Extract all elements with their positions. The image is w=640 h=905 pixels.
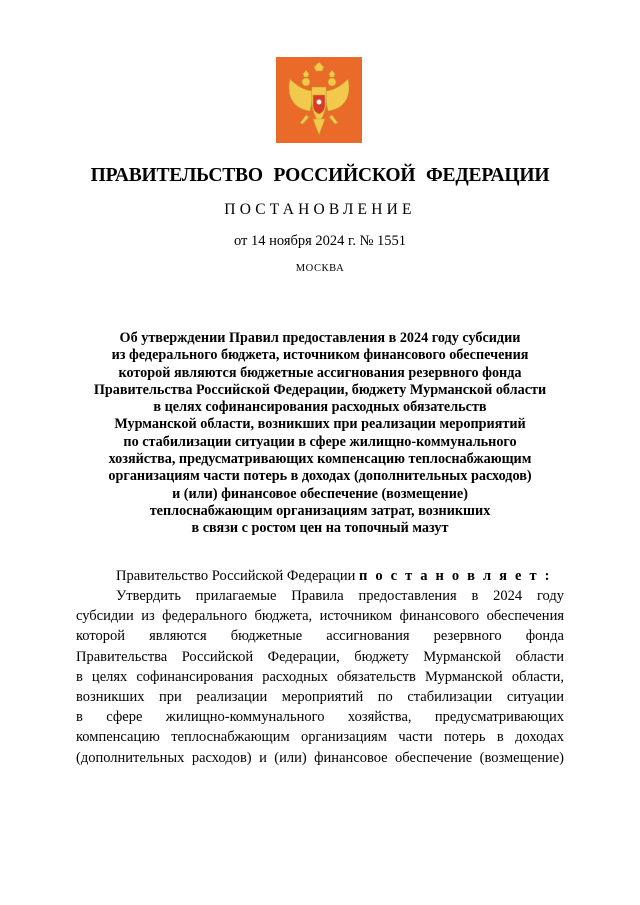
document-date-number: от 14 ноября 2024 г. № 1551 xyxy=(233,233,407,249)
double-headed-eagle-icon xyxy=(276,57,362,143)
body-line: Правительства Российской Федерации, бюджету Мурманской области xyxy=(76,648,564,665)
title-line: в целях софинансирования расходных обязательств xyxy=(153,399,487,416)
title-line: Об утверждении Правил предоставления в 2024 году субсидии xyxy=(119,330,521,346)
preamble-lead: Правительство Российской Федерации xyxy=(116,568,356,584)
title-line: в связи с ростом цен на топочный мазут xyxy=(191,520,449,537)
title-line: хозяйства, предусматривающих компенсацию теплоснабжающим xyxy=(108,451,532,468)
body-line: возникших при реализации мероприятий по стабилизации ситуации xyxy=(76,689,564,706)
title-line: организациям части потерь в доходах (дополнительных расходов) xyxy=(108,468,532,485)
body-line: Утвердить прилагаемые Правила предоставления в 2024 году xyxy=(116,588,564,604)
title-line: по стабилизации ситуации в сфере жилищно-коммунального xyxy=(123,433,517,450)
title-line: Правительства Российской Федерации, бюджету Мурманской области xyxy=(93,381,547,398)
title-line: которой являются бюджетные ассигнования резервного фонда xyxy=(118,364,522,381)
body-paragraph xyxy=(76,586,564,768)
government-name: ПРАВИТЕЛЬСТВО РОССИЙСКОЙ ФЕДЕРАЦИИ xyxy=(90,165,550,186)
title-line: из федерального бюджета, источником финансового обеспечения xyxy=(111,347,529,364)
document-title xyxy=(60,330,580,538)
russian-coat-of-arms-icon xyxy=(276,57,362,143)
body-line: субсидии из федерального бюджета, источником финансового обеспечения xyxy=(76,608,564,625)
title-line: и (или) финансовое обеспечение (возмещение) xyxy=(172,485,468,502)
body-line: компенсацию теплоснабжающим организациям части потерь в доходах xyxy=(76,729,564,746)
preamble xyxy=(116,568,552,585)
title-line: Мурманской области, возникших при реализации мероприятий xyxy=(114,416,526,433)
decree-word: п о с т а н о в л я е т : xyxy=(358,568,552,584)
body-line: (дополнительных расходов) и (или) финансовое обеспечение (возмещение) xyxy=(76,749,564,766)
title-line: теплоснабжающим организациям затрат, возникших xyxy=(149,502,491,519)
body-line: в сфере жилищно-коммунального хозяйства, предусматривающих xyxy=(76,709,564,726)
document-city: МОСКВА xyxy=(295,263,345,274)
body-line: в целях софинансирования расходных обязательств Мурманской области, xyxy=(76,668,564,685)
body-line: которой являются бюджетные ассигнования резервного фонда xyxy=(76,628,564,645)
document-type: ПОСТАНОВЛЕНИЕ xyxy=(224,201,416,218)
